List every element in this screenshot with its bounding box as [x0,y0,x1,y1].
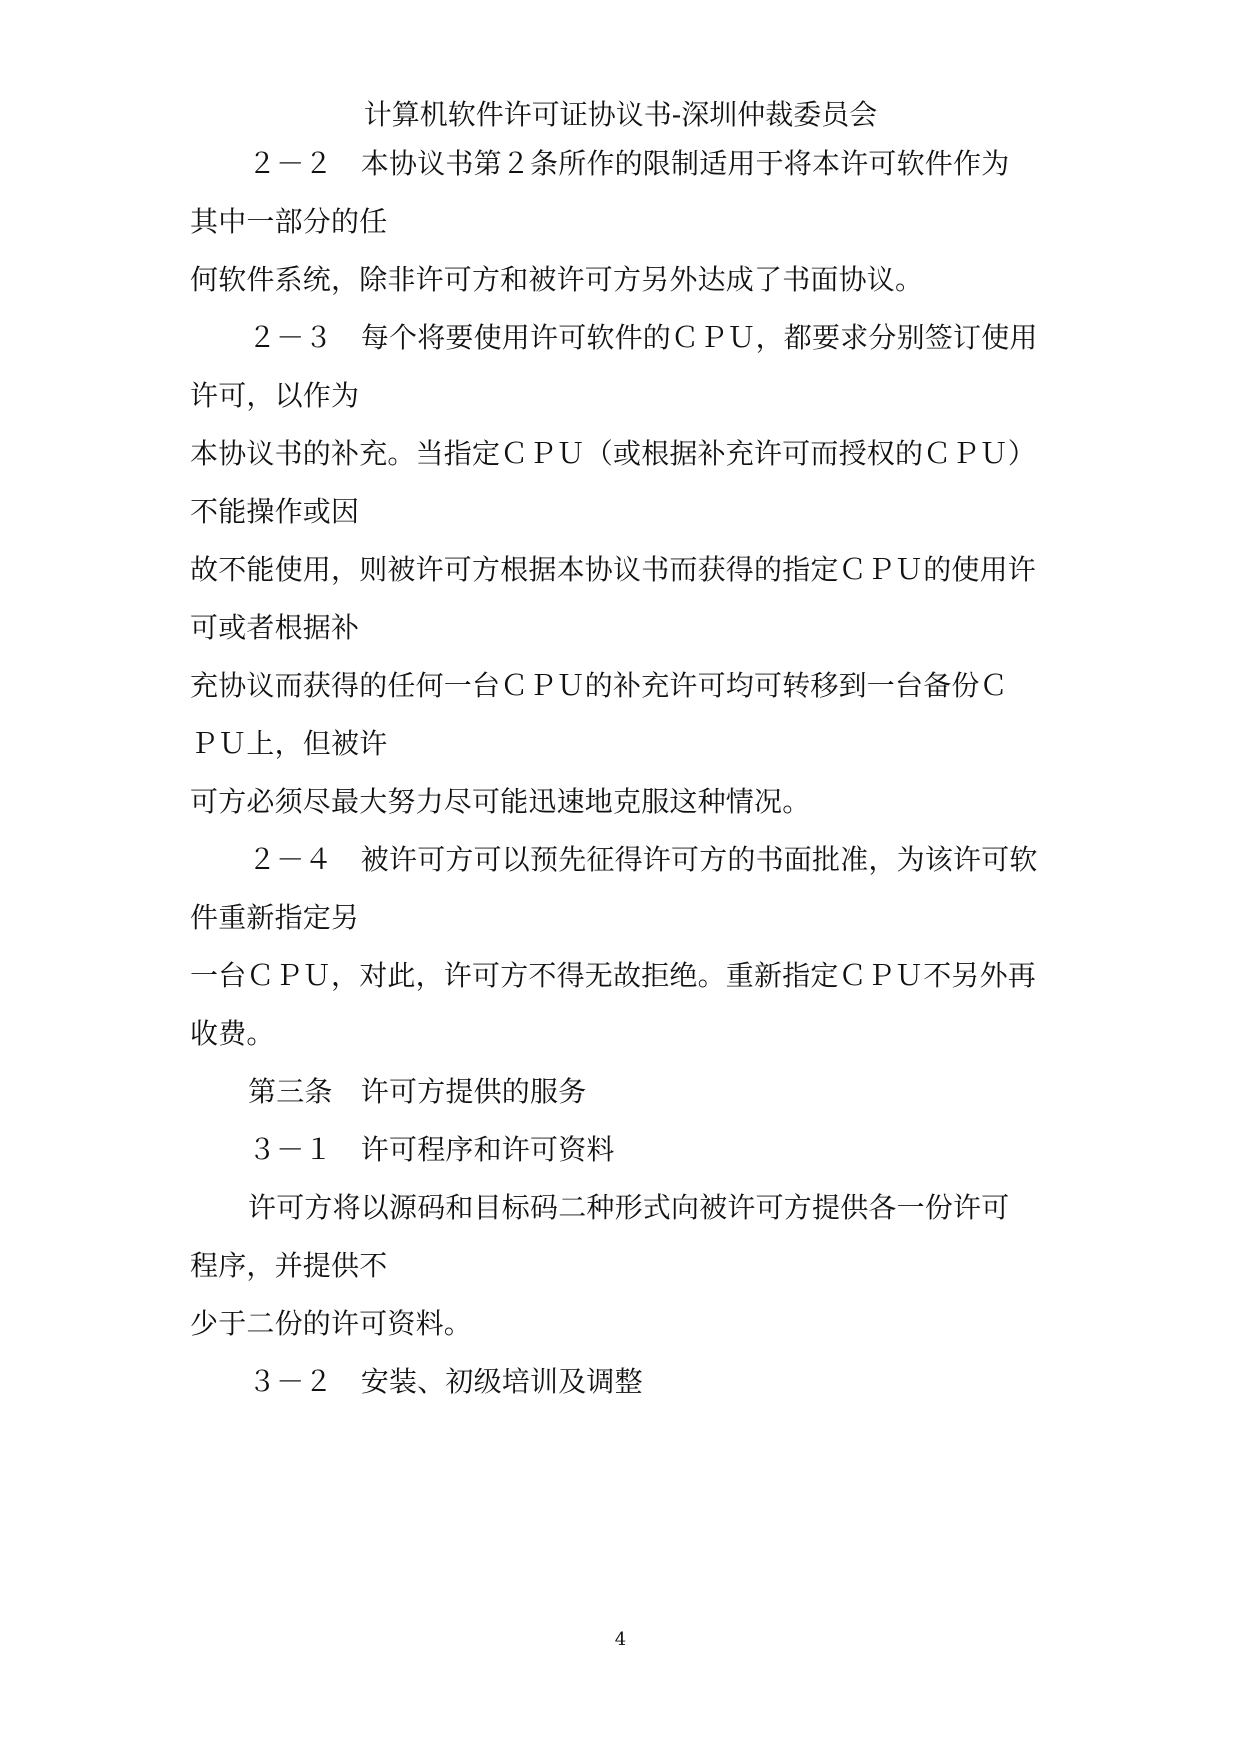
clause-2-3-line-2: 许可，以作为 [190,379,360,412]
clause-2-4-line-2: 件重新指定另 [190,901,360,934]
clause-2-3-line-5: 故不能使用，则被许可方根据本协议书而获得的指定ＣＰＵ的使用许 [190,553,1037,586]
clause-2-3-line-4: 不能操作或因 [190,495,360,528]
clause-2-3-line-3: 本协议书的补充。当指定ＣＰＵ（或根据补充许可而授权的ＣＰＵ） [190,437,1037,470]
clause-2-2-line-1: ２－２ 本协议书第２条所作的限制适用于将本许可软件作为 [248,147,1010,180]
clause-2-2-line-2: 其中一部分的任 [190,205,388,238]
clause-2-3-line-9: 可方必须尽最大努力尽可能迅速地克服这种情况。 [190,785,811,818]
clause-2-3-line-6: 可或者根据补 [190,611,360,644]
clause-2-2-line-3: 何软件系统，除非许可方和被许可方另外达成了书面协议。 [190,263,924,296]
clause-3-1-line-2: 程序，并提供不 [190,1249,388,1282]
page-number: 4 [614,1629,627,1650]
clause-2-3-line-1: ２－３ 每个将要使用许可软件的ＣＰＵ，都要求分别签订使用 [248,321,1038,354]
clause-2-4-line-1: ２－４ 被许可方可以预先征得许可方的书面批准，为该许可软 [248,843,1038,876]
clause-3-1-heading: ３－１ 许可程序和许可资料 [248,1133,615,1166]
clause-2-4-line-4: 收费。 [190,1017,275,1050]
document-title: 计算机软件许可证协议书-深圳仲裁委员会 [363,98,878,131]
clause-3-1-line-3: 少于二份的许可资料。 [190,1307,473,1340]
article-3-heading: 第三条 许可方提供的服务 [248,1075,587,1108]
clause-2-3-line-7: 充协议而获得的任何一台ＣＰＵ的补充许可均可转移到一台备份Ｃ [190,669,1008,702]
clause-2-4-line-3: 一台ＣＰＵ，对此，许可方不得无故拒绝。重新指定ＣＰＵ不另外再 [190,959,1037,992]
clause-3-2-heading: ３－２ 安装、初级培训及调整 [248,1365,643,1398]
clause-2-3-line-8: ＰＵ上，但被许 [190,727,388,760]
clause-3-1-line-1: 许可方将以源码和目标码二种形式向被许可方提供各一份许可 [248,1191,1010,1224]
